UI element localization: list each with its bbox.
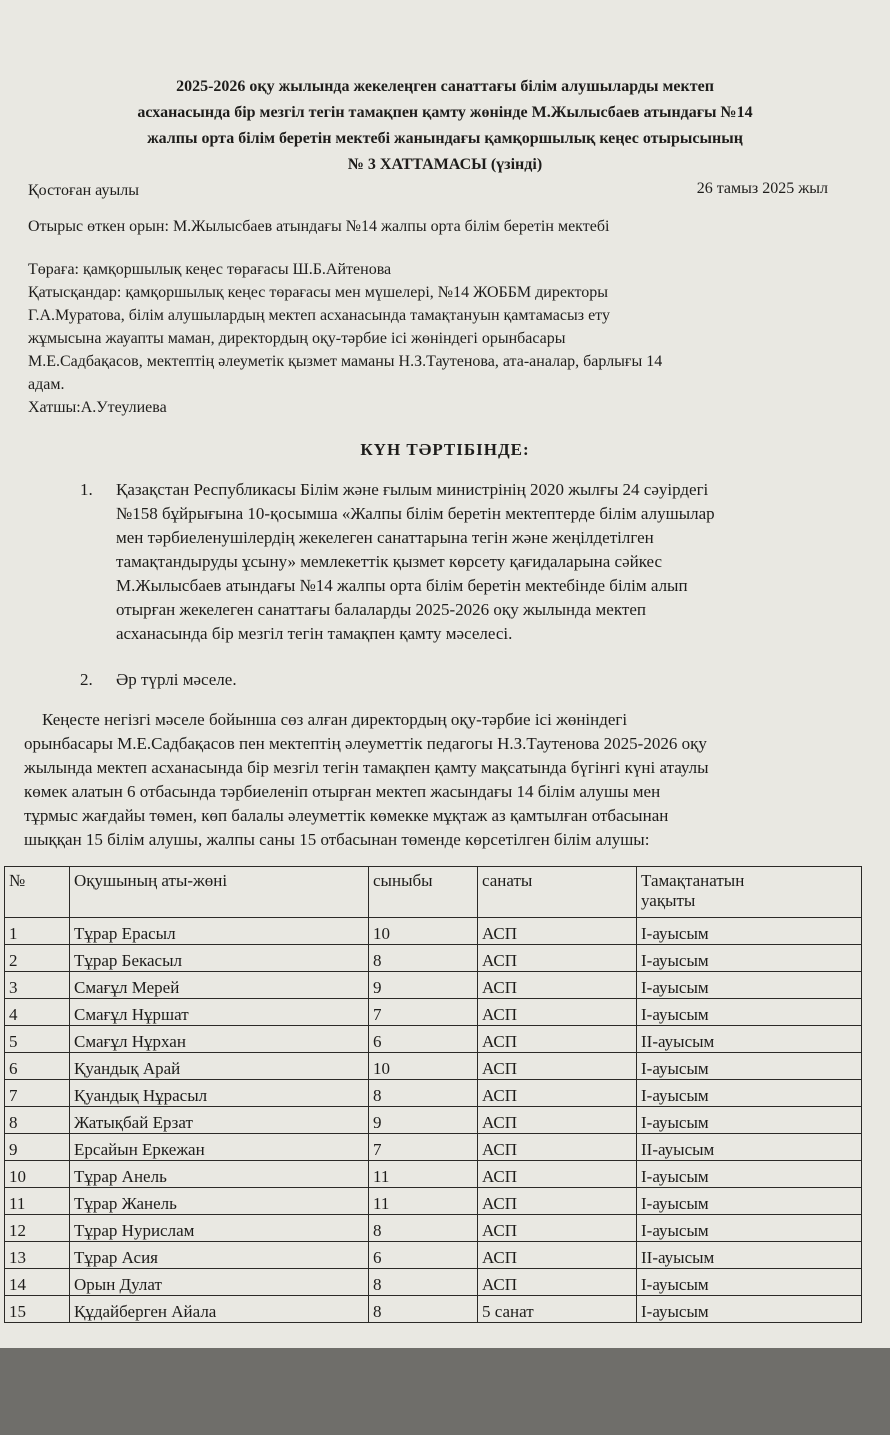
table-row: [5, 918, 862, 945]
student-name: Тұрар Нурислам: [70, 1215, 369, 1242]
header-meal-time: [637, 867, 862, 918]
meal-time: І-ауысым: [637, 1161, 862, 1188]
student-name: Смағұл Нұрхан: [70, 1026, 369, 1053]
body-paragraph: [24, 708, 884, 852]
student-class: 10: [369, 1053, 478, 1080]
meal-time: ІІ-ауысым: [637, 1134, 862, 1161]
students-table: [4, 866, 862, 1323]
student-name: Тұрар Жанель: [70, 1188, 369, 1215]
student-category: АСП: [478, 1161, 637, 1188]
meal-time: І-ауысым: [637, 1269, 862, 1296]
table-row: [5, 999, 862, 1026]
student-class: 10: [369, 918, 478, 945]
place: Қостоған ауылы: [28, 182, 139, 199]
meal-time: І-ауысым: [637, 945, 862, 972]
student-category: АСП: [478, 1215, 637, 1242]
student-class: 9: [369, 1107, 478, 1134]
agenda-line: Қазақстан Республикасы Білім және ғылым министрінің 2020 жылғы 24 сәуірдегі: [116, 480, 709, 499]
student-class: 11: [369, 1188, 478, 1215]
student-name: Тұрар Асия: [70, 1242, 369, 1269]
participants-line: адам.: [28, 376, 65, 393]
student-name: Тұрар Бекасыл: [70, 945, 369, 972]
row-num: 13: [5, 1242, 70, 1269]
table-row: [5, 1215, 862, 1242]
protocol-title: № 3 ХАТТАМАСЫ (үзінді): [347, 156, 543, 173]
secretary: Хатшы:А.Утеулиева: [28, 399, 167, 416]
student-name: Тұрар Анель: [70, 1161, 369, 1188]
student-class: 8: [369, 945, 478, 972]
student-category: АСП: [478, 1188, 637, 1215]
table-row: [5, 1269, 862, 1296]
student-class: 7: [369, 1134, 478, 1161]
student-category: АСП: [478, 1026, 637, 1053]
student-class: 9: [369, 972, 478, 999]
chair: Төраға: қамқоршылық кеңес төрағасы Ш.Б.Айтенова: [28, 261, 392, 278]
student-name: Тұрар Ерасыл: [70, 918, 369, 945]
student-class: 8: [369, 1080, 478, 1107]
agenda-line: М.Жылысбаев атындағы №14 жалпы орта білім беретін мектебінде білім алып: [116, 576, 688, 595]
meal-time: І-ауысым: [637, 1188, 862, 1215]
header-line: 2025-2026 оқу жылында жекелеңген санаттағы білім алушыларды мектеп: [176, 78, 714, 95]
student-class: 8: [369, 1296, 478, 1323]
agenda-item-number: 1.: [80, 480, 93, 499]
student-class: 7: [369, 999, 478, 1026]
student-category: АСП: [478, 1107, 637, 1134]
meal-time: ІІ-ауысым: [637, 1242, 862, 1269]
table-row: [5, 1134, 862, 1161]
row-num: 4: [5, 999, 70, 1026]
agenda-item-number: 2.: [80, 670, 93, 689]
agenda-line: №158 бұйрығына 10-қосымша «Жалпы білім беретін мектептерде білім алушылар: [116, 504, 715, 523]
table-row: [5, 1161, 862, 1188]
header-meal-time-line: уақыты: [641, 891, 696, 910]
row-num: 11: [5, 1188, 70, 1215]
row-num: 2: [5, 945, 70, 972]
table-row: [5, 1053, 862, 1080]
agenda-line: Әр түрлі мәселе.: [116, 670, 237, 689]
meal-time: І-ауысым: [637, 972, 862, 999]
student-name: Орын Дулат: [70, 1269, 369, 1296]
student-category: АСП: [478, 1269, 637, 1296]
agenda-item-2: [80, 668, 860, 692]
row-num: 1: [5, 918, 70, 945]
body-line: шыққан 15 білім алушы, жалпы саны 15 отбасынан төменде көрсетілген білім алушы:: [24, 830, 650, 849]
header-line: асханасында бір мезгіл тегін тамақпен қамту жөнінде М.Жылысбаев атындағы №14: [137, 104, 753, 121]
table-row: [5, 1080, 862, 1107]
participants-line: М.Е.Садбақасов, мектептің әлеуметік қызмет маманы Н.З.Таутенова, ата-аналар, барлығы 14: [28, 353, 663, 370]
row-num: 3: [5, 972, 70, 999]
student-category: АСП: [478, 1134, 637, 1161]
meal-time: І-ауысым: [637, 918, 862, 945]
meal-time: І-ауысым: [637, 1080, 862, 1107]
row-num: 8: [5, 1107, 70, 1134]
header-name: Оқушының аты-жөні: [70, 867, 369, 918]
student-category: АСП: [478, 945, 637, 972]
participants-line: Г.А.Муратова, білім алушылардың мектеп асханасында тамақтануын қамтамасыз ету: [28, 307, 610, 324]
participants-line: жұмысына жауапты маман, директордың оқу-тәрбие ісі жөніндегі орынбасары: [28, 330, 566, 347]
row-num: 7: [5, 1080, 70, 1107]
row-num: 15: [5, 1296, 70, 1323]
body-line: жылында мектеп асханасында бір мезгіл тегін тамақпен қамту мақсатында бүгінгі күні атаулы: [24, 758, 709, 777]
student-name: Смағұл Нұршат: [70, 999, 369, 1026]
venue: Отырыс өткен орын: М.Жылысбаев атындағы №14 жалпы орта білім беретін мектебі: [28, 218, 610, 235]
student-class: 6: [369, 1026, 478, 1053]
student-name: Жатықбай Ерзат: [70, 1107, 369, 1134]
header-line: жалпы орта білім беретін мектебі жанындағы қамқоршылық кеңес отырысының: [147, 130, 743, 147]
student-category: АСП: [478, 1080, 637, 1107]
agenda-line: мен тәрбиеленушілердің жекелеген санаттарына тегін және жеңілдетілген: [116, 528, 654, 547]
student-name: Қуандық Арай: [70, 1053, 369, 1080]
table-row: [5, 1026, 862, 1053]
student-name: Ерсайын Еркежан: [70, 1134, 369, 1161]
student-class: 8: [369, 1215, 478, 1242]
body-line: Кеңесте негізгі мәселе бойынша сөз алған директордың оқу-тәрбие ісі жөніндегі: [42, 710, 628, 729]
student-class: 6: [369, 1242, 478, 1269]
student-category: АСП: [478, 1242, 637, 1269]
meal-time: І-ауысым: [637, 1215, 862, 1242]
header-num: №: [5, 867, 70, 918]
agenda-line: отырған жекелеген санаттағы балаларды 2025-2026 оқу жылында мектеп: [116, 600, 646, 619]
meal-time: І-ауысым: [637, 1053, 862, 1080]
meal-time: ІІ-ауысым: [637, 1026, 862, 1053]
meeting-info: [28, 258, 848, 419]
header-category: санаты: [478, 867, 637, 918]
table-row: [5, 945, 862, 972]
student-category: АСП: [478, 972, 637, 999]
student-class: 11: [369, 1161, 478, 1188]
row-num: 12: [5, 1215, 70, 1242]
date: 26 тамыз 2025 жыл: [696, 180, 828, 197]
student-name: Қуандық Нұрасыл: [70, 1080, 369, 1107]
student-name: Смағұл Мерей: [70, 972, 369, 999]
table-header-row: [5, 867, 862, 918]
meal-time: І-ауысым: [637, 999, 862, 1026]
meal-time: І-ауысым: [637, 1107, 862, 1134]
table-row: [5, 972, 862, 999]
agenda-list: [80, 478, 860, 692]
header-meal-time-line: Тамақтанатын: [641, 871, 745, 890]
table-row: [5, 1107, 862, 1134]
student-category: АСП: [478, 1053, 637, 1080]
participants-line: Қатысқандар: қамқоршылық кеңес төрағасы мен мүшелері, №14 ЖОББМ директоры: [28, 284, 609, 301]
body-line: орынбасары М.Е.Садбақасов пен мектептің әлеуметтік педагогы Н.З.Таутенова 2025-2026 оқу: [24, 734, 707, 753]
student-category: АСП: [478, 999, 637, 1026]
agenda-line: тамақтандыруды ұсыну» мемлекеттік қызмет көрсету қағидаларына сәйкес: [116, 552, 663, 571]
table-row: [5, 1188, 862, 1215]
meal-time: І-ауысым: [637, 1296, 862, 1323]
body-line: тұрмыс жағдайы төмен, көп балалы әлеуметтік көмекке мұқтаж аз қамтылған отбасынан: [24, 806, 669, 825]
row-num: 5: [5, 1026, 70, 1053]
agenda-title: КҮН ТӘРТІБІНДЕ:: [360, 440, 530, 459]
student-class: 8: [369, 1269, 478, 1296]
student-name: Құдайберген Айала: [70, 1296, 369, 1323]
row-num: 14: [5, 1269, 70, 1296]
agenda-item-1: [80, 478, 860, 646]
table-row: [5, 1296, 862, 1323]
student-category: 5 санат: [478, 1296, 637, 1323]
row-num: 9: [5, 1134, 70, 1161]
header-class: сыныбы: [369, 867, 478, 918]
body-line: көмек алатын 6 отбасында тәрбиеленіп отырған мектеп жасындағы 14 білім алушы мен: [24, 782, 661, 801]
document-header: [0, 74, 890, 178]
agenda-line: асханасында бір мезгіл тегін тамақпен қамту мәселесі.: [116, 624, 513, 643]
row-num: 6: [5, 1053, 70, 1080]
row-num: 10: [5, 1161, 70, 1188]
student-category: АСП: [478, 918, 637, 945]
table-row: [5, 1242, 862, 1269]
